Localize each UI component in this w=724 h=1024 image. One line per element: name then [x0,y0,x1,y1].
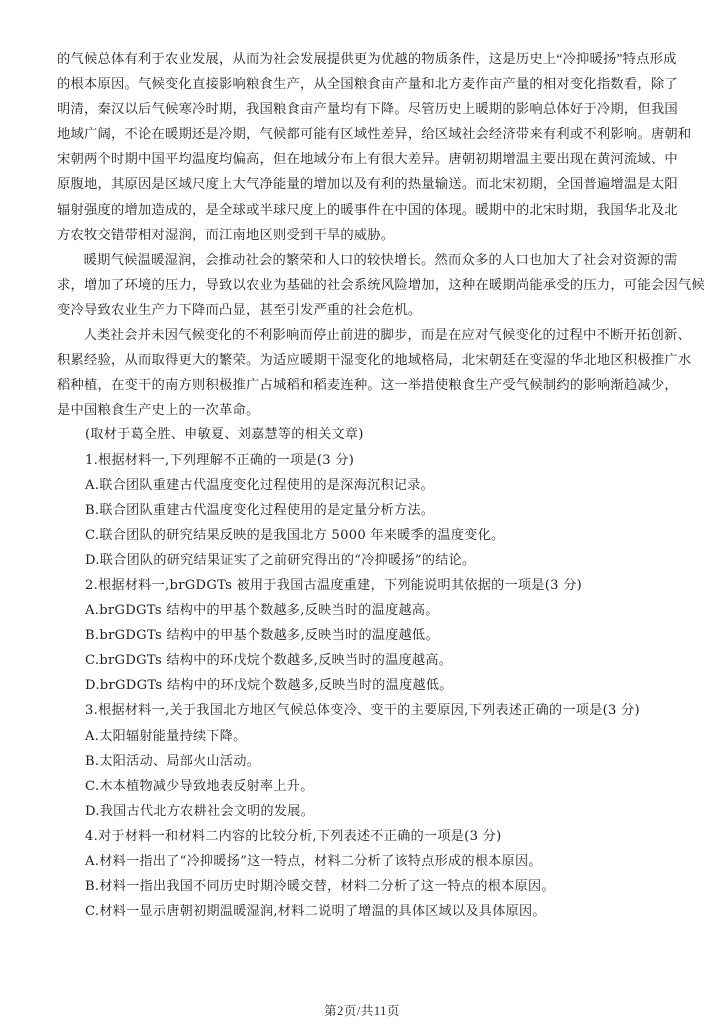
document-content [57,46,705,924]
question-2-option: C.brGDGTs 结构中的环戊烷个数越多,反映当时的温度越高。 [85,653,453,669]
question-1-option: D.联合团队的研究结果证实了之前研究得出的“冷抑暖扬”的结论。 [85,552,476,568]
question-3-option: B.太阳活动、局部火山活动。 [85,753,261,769]
material-paragraph-1-line: 明清，秦汉以后气候寒冷时期，我国粮食亩产量均有下降。尽管历史上暖期的影响总体好于冷期，但我国 [57,101,678,117]
material-paragraph-1-line: 地域广阔，不论在暖期还是冷期，气候都可能有区域性差异，给区域社会经济带来有利或不利影响。唐朝和 [57,126,692,142]
question-4-option: C.材料一显示唐朝初期温暖湿润,材料二说明了增温的具体区域以及具体原因。 [85,904,546,920]
source-attribution: (取材于葛全胜、申敏夏、刘嘉慧等的相关文章) [85,427,364,443]
question-4-option: B.材料一指出我国不同历史时期冷暖交替，材料二分析了这一特点的根本原因。 [85,879,555,895]
material-paragraph-1-line: 辐射强度的增加造成的，是全球或半球尺度上的暖事件在中国的体现。暖期中的北宋时期，我国华北及北 [57,201,678,217]
material-paragraph-3-line: 是中国粮食生产史上的一次革命。 [57,402,260,418]
question-1-option: B.联合团队重建古代温度变化过程使用的是定量分析方法。 [85,502,435,518]
material-paragraph-2-line: 变冷导致农业生产力下降而凸显，甚至引发严重的社会危机。 [57,301,422,317]
question-4-stem: 4.对于材料一和材料二内容的比较分析,下列表述不正确的一项是(3 分) [85,828,502,844]
question-3-option: C.木本植物减少导致地表反射率上升。 [85,778,314,794]
material-paragraph-1-line: 方农牧交错带相对湿润，而江南地区则受到干旱的威胁。 [57,226,395,242]
question-3-option: D.我国古代北方农耕社会文明的发展。 [85,803,315,819]
material-paragraph-2-line: 求，增加了环境的压力，导致以农业为基础的社会系统风险增加，这种在暖期尚能承受的压力，可能会因气候 [57,276,705,292]
question-1-stem: 1.根据材料一,下列理解不正确的一项是(3 分) [85,452,355,468]
material-paragraph-1-line: 的根本原因。气候变化直接影响粮食生产，从全国粮食亩产量和北方麦作亩产量的相对变化指数看，除了 [57,76,678,92]
material-paragraph-1-line: 的气候总体有利于农业发展，从而为社会发展提供更为优越的物质条件，这是历史上“冷抑暖扬”特点形成 [57,51,677,66]
question-2-option: D.brGDGTs 结构中的环戊烷个数越多,反映当时的温度越低。 [85,678,453,694]
question-2-stem: 2.根据材料一,brGDGTs 被用于我国古温度重建，下列能说明其依据的一项是(3 分) [85,577,583,593]
question-4-option: A.材料一指出了“冷抑暖扬”这一特点，材料二分析了该特点形成的根本原因。 [85,854,542,869]
material-paragraph-3-line: 稻种植，在变干的南方则积极推广占城稻和稻麦连种。这一举措使粮食生产受气候制约的影响渐趋减少， [57,377,678,393]
question-2-option: A.brGDGTs 结构中的甲基个数越多,反映当时的温度越高。 [85,603,439,619]
question-3-stem: 3.根据材料一,关于我国北方地区气候总体变冷、变干的主要原因,下列表述正确的一项是(3 分) [85,703,640,719]
question-1-option: A.联合团队重建古代温度变化过程使用的是深海沉积记录。 [85,477,435,493]
material-paragraph-1-line: 宋朝两个时期中国平均温度均偏高，但在地域分布上有很大差异。唐朝初期增温主要出现在黄河流域、中 [57,151,678,167]
question-2-option: B.brGDGTs 结构中的甲基个数越多,反映当时的温度越低。 [85,628,439,644]
page-footer [0,1001,724,1019]
material-paragraph-3-line: 积累经验，从而取得更大的繁荣。为适应暖期干湿变化的地域格局，北宋朝廷在变湿的华北地区积极推广水 [57,352,692,368]
material-paragraph-1-line: 原腹地，其原因是区域尺度上大气净能量的增加以及有利的热量输送。而北宋初期，全国普遍增温是太阳 [57,176,678,192]
question-3-option: A.太阳辐射能量持续下降。 [85,728,247,744]
material-paragraph-2-line: 暖期气候温暖湿润，会推动社会的繁荣和人口的较快增长。然而众多的人口也加大了社会对资源的需 [83,251,678,267]
question-1-option: C.联合团队的研究结果反映的是我国北方 5000 年来暖季的温度变化。 [85,527,505,543]
page-number: 第2页/共11页 [324,1004,400,1018]
material-paragraph-3-line: 人类社会并未因气候变化的不利影响而停止前进的脚步，而是在应对气候变化的过程中不断开拓创新、 [83,327,691,343]
